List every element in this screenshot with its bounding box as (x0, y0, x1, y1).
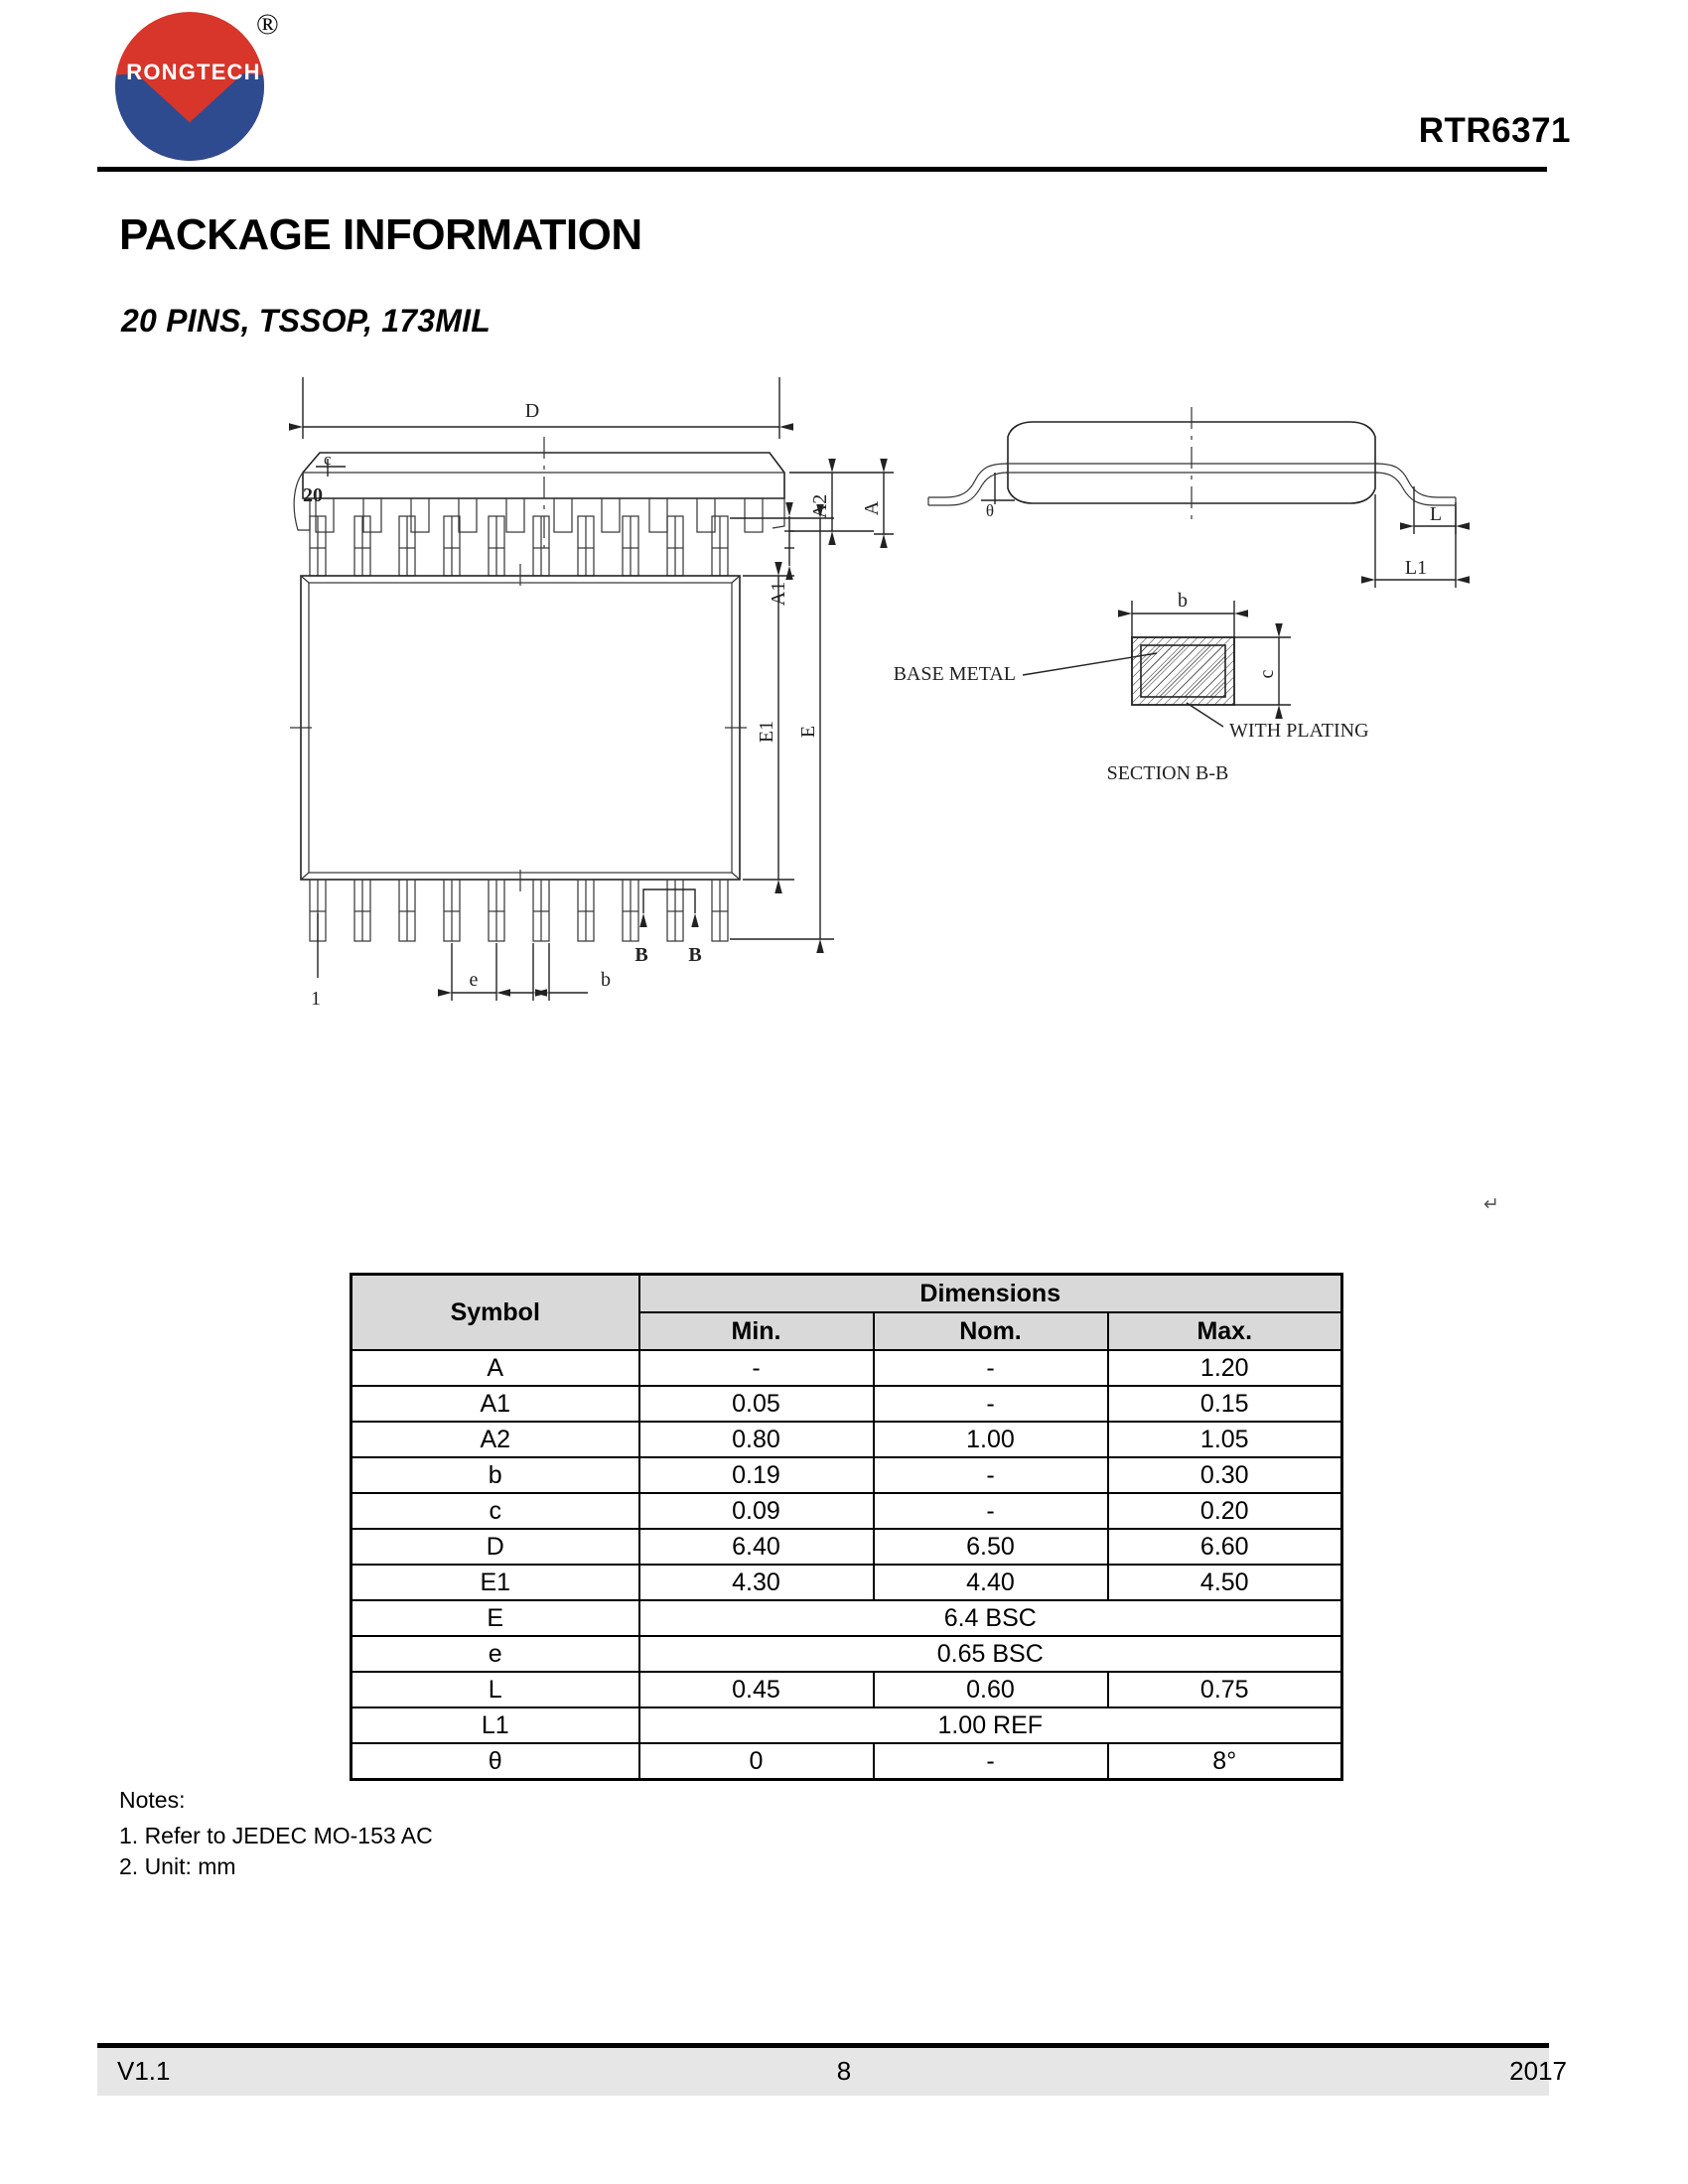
svg-text:B: B (688, 944, 702, 966)
svg-text:BASE METAL: BASE METAL (893, 663, 1016, 685)
table-row (352, 1422, 1342, 1457)
header-min: Min. (639, 1312, 874, 1350)
table-header-row-1 (352, 1275, 1342, 1313)
header-nom: Nom. (874, 1312, 1108, 1350)
dimensions-table (350, 1273, 1343, 1781)
cell-max: 0.75 (1108, 1672, 1342, 1707)
cell-nom: 4.40 (874, 1565, 1108, 1600)
cell-nom: - (874, 1350, 1108, 1386)
cell-nom: 6.50 (874, 1529, 1108, 1565)
svg-text:b: b (1178, 590, 1188, 612)
cell-max: 8° (1108, 1743, 1342, 1780)
header-max: Max. (1108, 1312, 1342, 1350)
cell-max: 4.50 (1108, 1565, 1342, 1600)
cell-min: 6.40 (639, 1529, 874, 1565)
cell-max: 0.30 (1108, 1457, 1342, 1493)
document-version: V1.1 (117, 2056, 171, 2086)
cell-symbol: D (352, 1529, 639, 1565)
cell-min: 0.19 (639, 1457, 874, 1493)
svg-text:20: 20 (303, 484, 323, 506)
table-row (352, 1493, 1342, 1529)
cell-nom: 0.60 (874, 1672, 1108, 1707)
page-title: PACKAGE INFORMATION (119, 210, 642, 259)
cell-min: 0.80 (639, 1422, 874, 1457)
paragraph-mark-artifact: ↵ (1483, 1194, 1499, 1215)
cell-max: 1.05 (1108, 1422, 1342, 1457)
svg-text:b: b (601, 969, 611, 991)
cell-symbol: e (352, 1636, 639, 1672)
logo-circle-shape (115, 12, 264, 161)
table-row (352, 1707, 1342, 1743)
svg-text:SECTION B-B: SECTION B-B (1106, 762, 1229, 784)
table-body (352, 1350, 1342, 1780)
table-row (352, 1529, 1342, 1565)
cell-symbol: b (352, 1457, 639, 1493)
cell-nom: 1.00 (874, 1422, 1108, 1457)
header-symbol: Symbol (352, 1275, 639, 1351)
svg-text:θ: θ (985, 501, 995, 520)
svg-text:c: c (324, 450, 332, 469)
table-row (352, 1457, 1342, 1493)
logo-wordmark: RONGTECH (126, 60, 261, 84)
cell-min: 0 (639, 1743, 874, 1780)
cell-min: 4.30 (639, 1565, 874, 1600)
cell-value-span: 1.00 REF (639, 1707, 1342, 1743)
notes-block (119, 1787, 433, 1882)
svg-text:WITH PLATING: WITH PLATING (1229, 720, 1369, 742)
cell-min: 0.09 (639, 1493, 874, 1529)
cell-value-span: 0.65 BSC (639, 1636, 1342, 1672)
svg-text:1: 1 (311, 988, 321, 1010)
svg-text:B: B (634, 944, 648, 966)
table-row (352, 1636, 1342, 1672)
table-row (352, 1600, 1342, 1636)
cell-min: - (639, 1350, 874, 1386)
table-row (352, 1672, 1342, 1707)
logo-vee-shape (115, 73, 264, 161)
svg-text:A2: A2 (809, 493, 831, 519)
svg-text:L1: L1 (1404, 557, 1428, 579)
page-subtitle: 20 PINS, TSSOP, 173MIL (121, 303, 491, 339)
cell-nom: - (874, 1493, 1108, 1529)
table-row (352, 1743, 1342, 1780)
note-item-2: 2. Unit: mm (119, 1853, 236, 1879)
cell-max: 6.60 (1108, 1529, 1342, 1565)
cell-symbol: A2 (352, 1422, 639, 1457)
page-header (0, 0, 1688, 174)
table-row (352, 1350, 1342, 1386)
cell-max: 1.20 (1108, 1350, 1342, 1386)
side-view-drawing (928, 407, 1456, 588)
svg-text:e: e (469, 969, 479, 991)
part-number: RTR6371 (1418, 111, 1571, 150)
cell-symbol: A (352, 1350, 639, 1386)
cell-symbol: E1 (352, 1565, 639, 1600)
notes-title: Notes: (119, 1787, 186, 1813)
cell-min: 0.05 (639, 1386, 874, 1422)
cell-max: 0.20 (1108, 1493, 1342, 1529)
cell-value-span: 6.4 BSC (639, 1600, 1342, 1636)
cell-nom: - (874, 1743, 1108, 1780)
cell-symbol: A1 (352, 1386, 639, 1422)
header-dimensions: Dimensions (639, 1275, 1342, 1313)
table-row (352, 1565, 1342, 1600)
dimensions-table-wrapper (350, 1273, 1340, 1781)
top-view-drawing (290, 484, 834, 1010)
svg-text:A: A (861, 500, 883, 516)
svg-text:c: c (1256, 669, 1278, 679)
cell-nom: - (874, 1386, 1108, 1422)
table-row (352, 1386, 1342, 1422)
cell-symbol: E (352, 1600, 639, 1636)
svg-text:E: E (797, 725, 819, 739)
company-logo (97, 6, 296, 155)
registered-trademark-icon: ® (256, 8, 279, 41)
cell-max: 0.15 (1108, 1386, 1342, 1422)
svg-text:D: D (524, 400, 540, 422)
cell-symbol: c (352, 1493, 639, 1529)
document-year: 2017 (1509, 2056, 1567, 2086)
section-bb-drawing (894, 590, 1369, 784)
cell-symbol: L (352, 1672, 639, 1707)
note-item-1: 1. Refer to JEDEC MO-153 AC (119, 1823, 433, 1848)
cell-symbol: L1 (352, 1707, 639, 1743)
table-header (352, 1275, 1342, 1351)
svg-text:A1: A1 (768, 581, 789, 607)
page-number: 8 (836, 2056, 852, 2086)
svg-text:E1: E1 (756, 720, 777, 744)
header-divider (97, 167, 1547, 172)
cell-nom: - (874, 1457, 1108, 1493)
cell-min: 0.45 (639, 1672, 874, 1707)
svg-text:L: L (1429, 503, 1443, 525)
package-drawings (0, 377, 1688, 1211)
cell-symbol: θ (352, 1743, 639, 1780)
